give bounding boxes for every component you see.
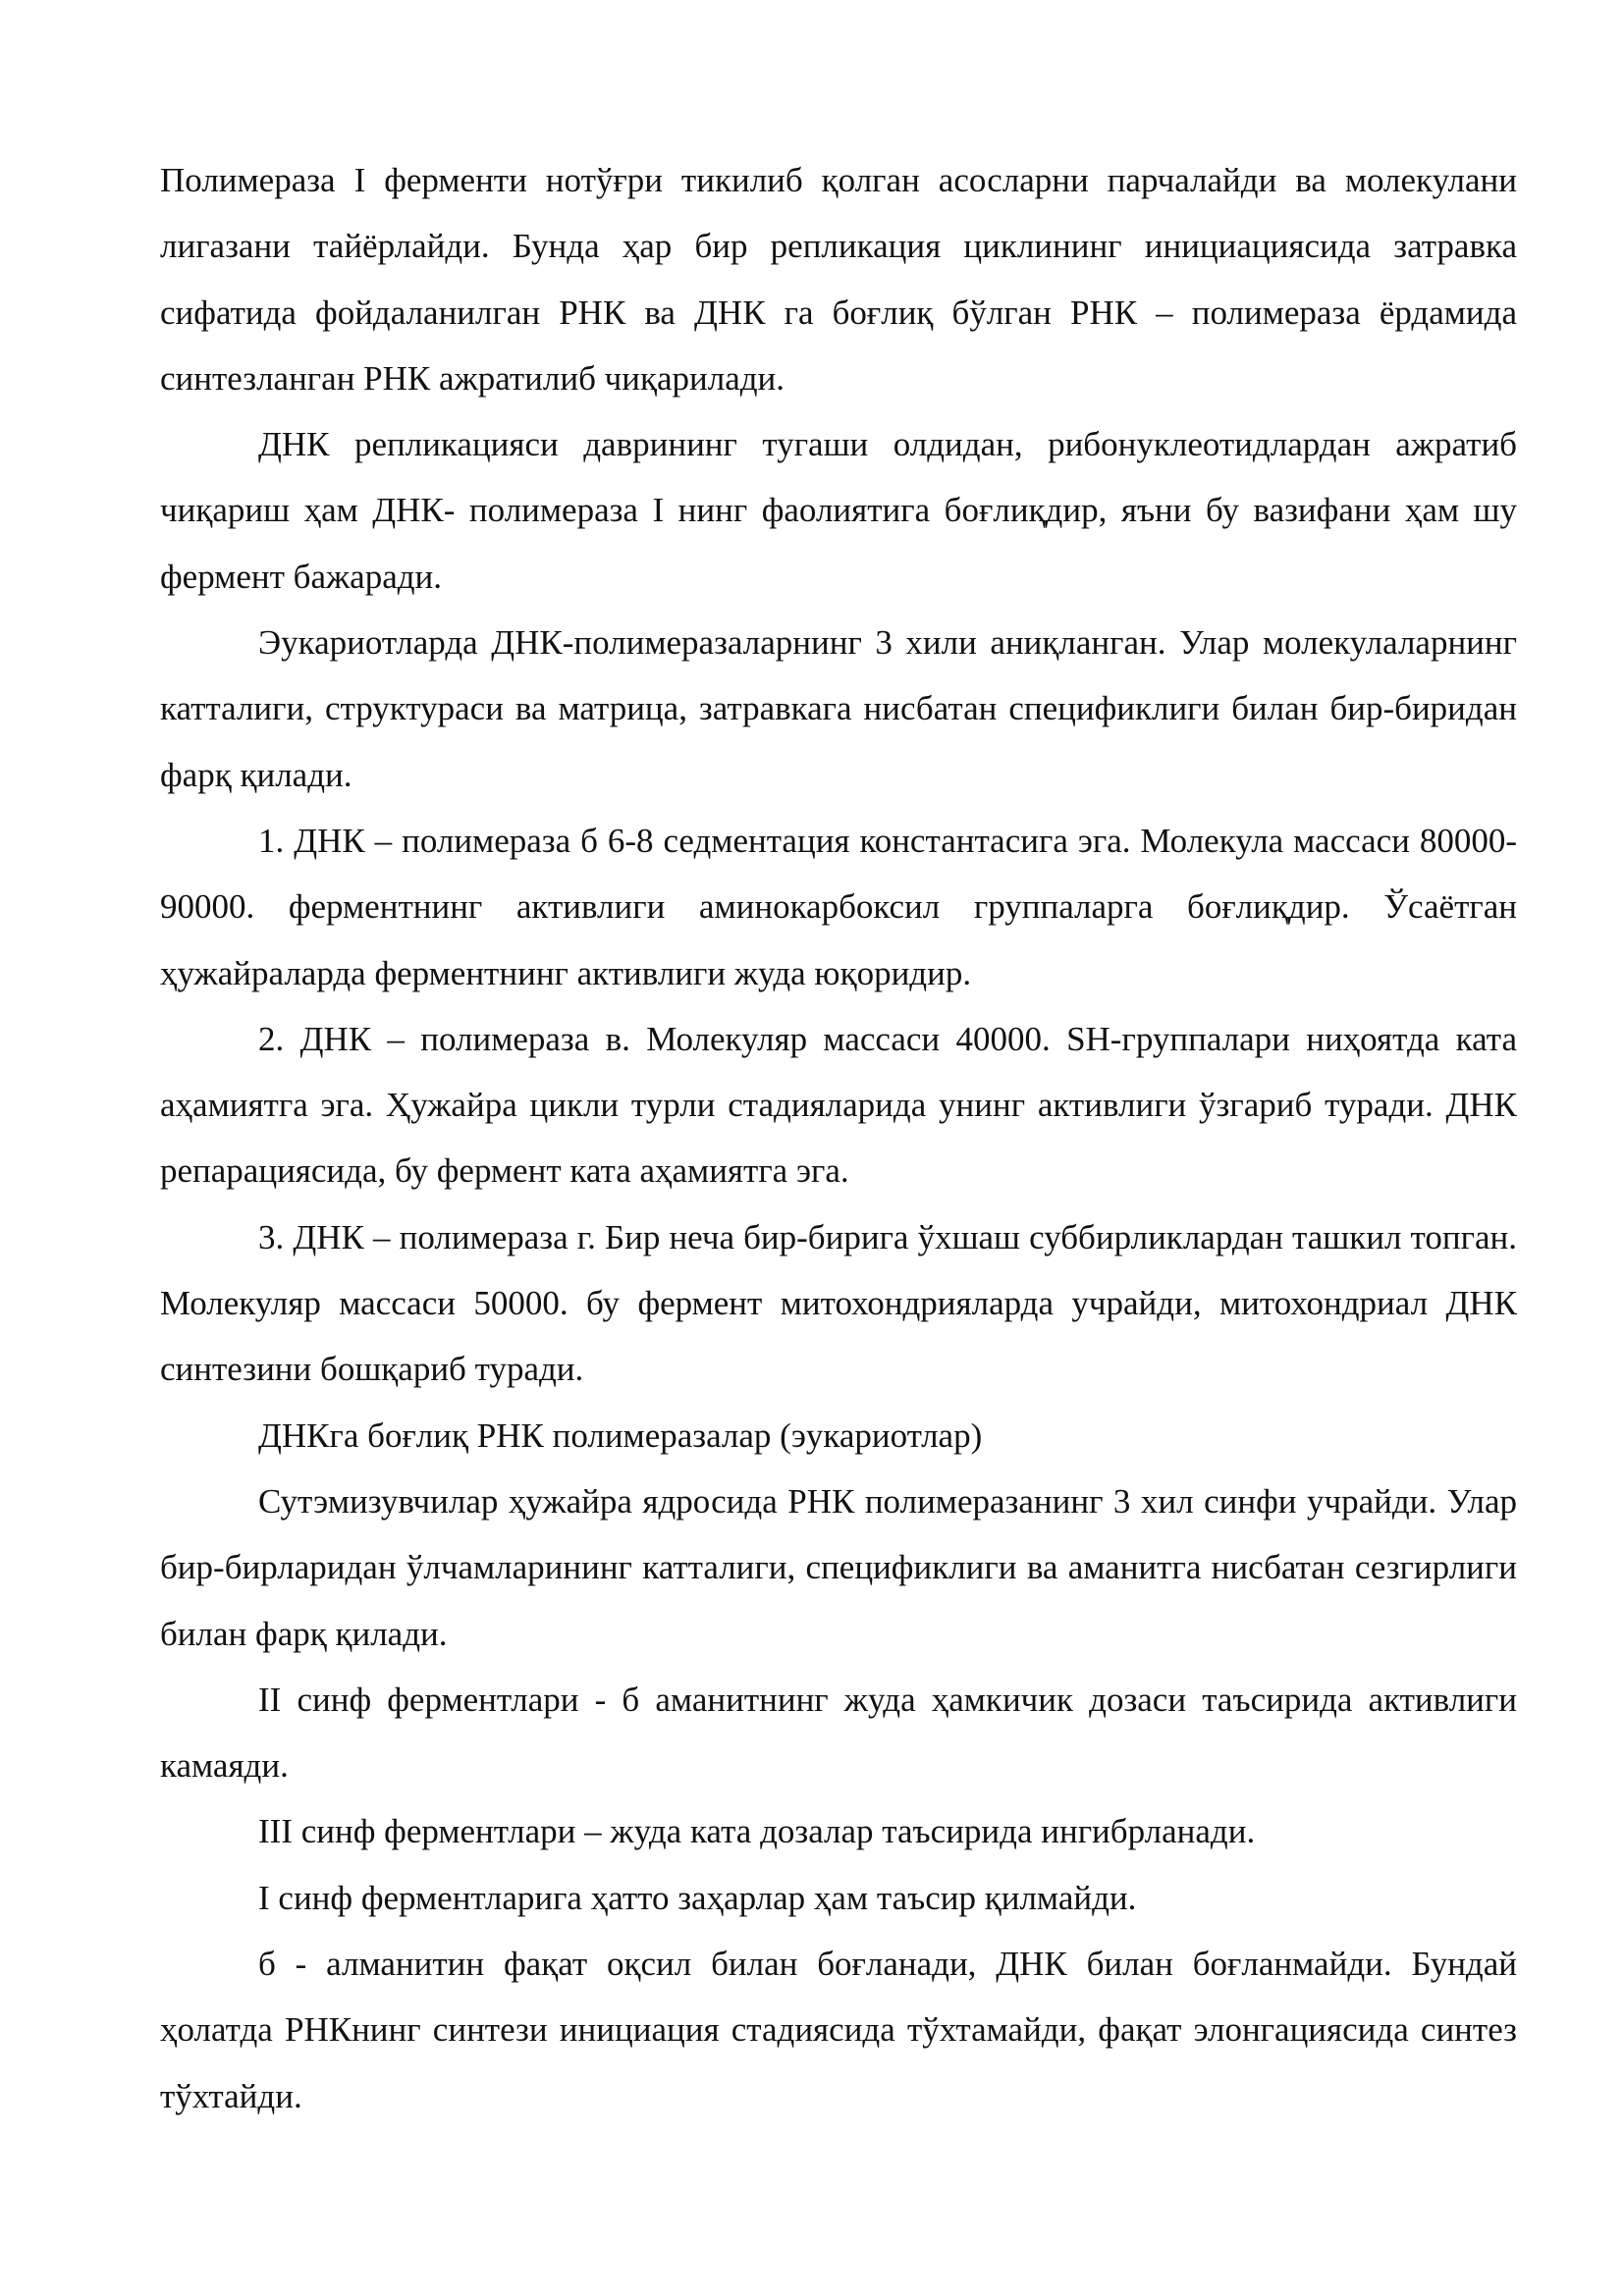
paragraph-9: II синф ферментлари - б аманитнинг жуда ҳамкичик дозаси таъсирида активлиги камаяди.	[160, 1680, 1517, 1786]
paragraph-10: III синф ферментлари – жуда ката дозалар таъсирида ингибрланади.	[258, 1812, 1256, 1851]
document-page	[160, 147, 1517, 2129]
paragraph-1: Полимераза I ферменти нотўғри тикилиб қолган асосларни парчалайди ва молекулани лигазани тайёрлайди. Бунда ҳар бир репликация циклининг инициациясида затравка сифатида фойдаланилган РНК ва ДНК га боғлиқ бўлган РНК – полимераза ёрдамида синтезланган РНК ажратилиб чиқарилади.	[160, 161, 1517, 398]
paragraph-4: 1. ДНК – полимераза б 6-8 седментация константасига эга. Молекула массаси 80000-90000. ферментнинг активлиги аминокарбоксил группаларга боғлиқдир. Ўсаётган ҳужайраларда ферментнинг активлиги жуда юқоридир.	[160, 821, 1517, 992]
paragraph-7-heading: ДНКга боғлиқ РНК полимеразалар (эукариотлар)	[258, 1415, 983, 1455]
paragraph-12: б - алманитин фақат оқсил билан боғланади, ДНК билан боғланмайди. Бундай ҳолатда РНКнинг синтези инициация стадиясида тўхтамайди, фақат элонгациясида синтез тўхтайди.	[160, 1945, 1517, 2115]
paragraph-5: 2. ДНК – полимераза в. Молекуляр массаси 40000. SH-группалари ниҳоятда ката аҳамиятга эга. Ҳужайра цикли турли стадияларида унинг активлиги ўзгариб туради. ДНК репарациясида, бу фермент ката аҳамиятга эга.	[160, 1019, 1517, 1191]
paragraph-3: Эукариотларда ДНК-полимеразаларнинг 3 хили аниқланган. Улар молекулаларнинг катталиги, структураси ва матрица, затравкага нисбатан спецификлиги билан бир-биридан фарқ қилади.	[160, 623, 1517, 794]
paragraph-2: ДНК репликацияси даврининг тугаши олдидан, рибонуклеотидлардан ажратиб чиқариш ҳам ДНК- полимераза I нинг фаолиятига боғлиқдир, яъни бу вазифани ҳам шу фермент бажаради.	[160, 425, 1517, 596]
paragraph-11: I синф ферментларига ҳатто заҳарлар ҳам таъсир қилмайди.	[258, 1878, 1137, 1917]
paragraph-8: Сутэмизувчилар ҳужайра ядросида РНК полимеразанинг 3 хил синфи учрайди. Улар бир-бирларидан ўлчамларининг катталиги, спецификлиги ва аманитга нисбатан сезгирлиги билан фарқ қилади.	[160, 1481, 1517, 1653]
paragraph-6: 3. ДНК – полимераза г. Бир неча бир-бирига ўхшаш суббирликлардан ташкил топган. Молекуляр массаси 50000. бу фермент митохондрияларда учрайди, митохондриал ДНК синтезини бошқариб туради.	[160, 1217, 1517, 1389]
